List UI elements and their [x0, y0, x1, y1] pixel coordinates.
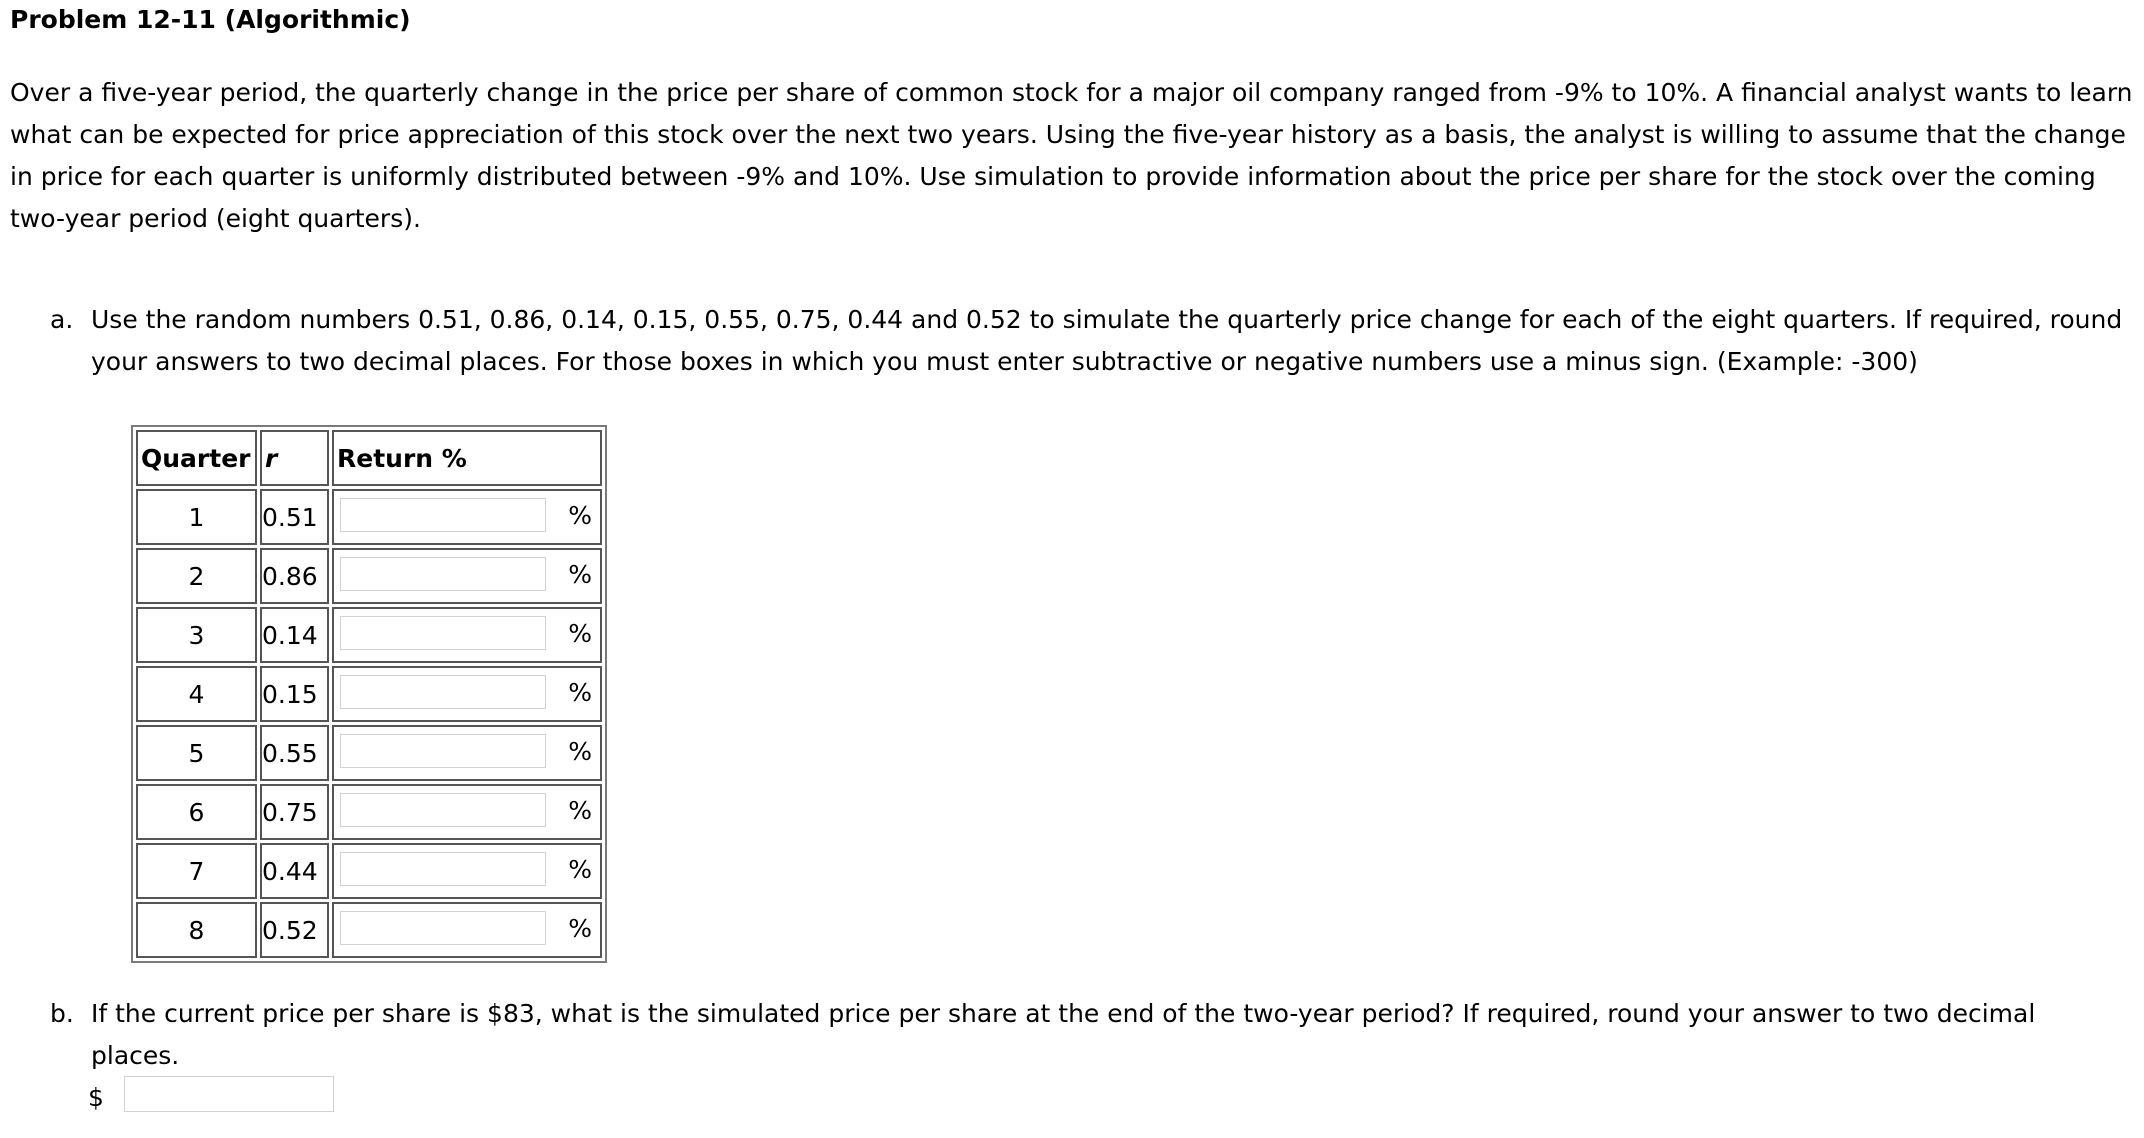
table-row	[136, 843, 602, 899]
quarter-cell: 7	[136, 843, 257, 899]
dollar-sign: $	[88, 1083, 104, 1112]
header-r: r	[260, 430, 329, 486]
return-cell	[332, 843, 602, 899]
return-cell	[332, 902, 602, 958]
random-number-cell: 0.52	[260, 902, 329, 958]
part-a-letter: a.	[50, 305, 74, 334]
problem-intro: Over a five-year period, the quarterly change in the price per share of common stock for a major oil company ranged from -9% to 10%. A financial analyst wants to learn what can be expected for price appreciation of this stock over the next two years. Using the five-year history as a basis, the analyst is willing to assume that the change in price for each quarter is uniformly distributed between -9% and 10%. Use simulation to provide information about the price per share for the stock over the coming two-year period (eight quarters).	[10, 78, 2133, 233]
return-cell	[332, 489, 602, 545]
return-input-q4[interactable]	[340, 675, 546, 709]
random-number-cell: 0.51	[260, 489, 329, 545]
table-row	[136, 607, 602, 663]
percent-unit: %	[568, 560, 592, 589]
table-row	[136, 489, 602, 545]
return-input-q5[interactable]	[340, 734, 546, 768]
random-number-cell: 0.86	[260, 548, 329, 604]
quarter-cell: 4	[136, 666, 257, 722]
return-input-q3[interactable]	[340, 616, 546, 650]
random-number-cell: 0.75	[260, 784, 329, 840]
quarter-cell: 5	[136, 725, 257, 781]
part-b-text: If the current price per share is $83, what is the simulated price per share at the end of the two-year period? If required, round your answer to two decimal places.	[91, 999, 2036, 1070]
problem-title: Problem 12-11 (Algorithmic)	[10, 5, 411, 34]
percent-unit: %	[568, 855, 592, 884]
header-return: Return %	[332, 430, 602, 486]
random-number-cell: 0.15	[260, 666, 329, 722]
quarter-cell: 2	[136, 548, 257, 604]
random-number-cell: 0.14	[260, 607, 329, 663]
part-b-letter: b.	[50, 999, 74, 1028]
return-cell	[332, 607, 602, 663]
percent-unit: %	[568, 796, 592, 825]
part-b	[50, 993, 2130, 1077]
quarter-return-table	[131, 425, 607, 963]
return-input-q8[interactable]	[340, 911, 546, 945]
random-number-cell: 0.44	[260, 843, 329, 899]
part-a	[50, 299, 2130, 383]
table-row	[136, 725, 602, 781]
percent-unit: %	[568, 737, 592, 766]
percent-unit: %	[568, 678, 592, 707]
percent-unit: %	[568, 501, 592, 530]
percent-unit: %	[568, 619, 592, 648]
return-cell	[332, 666, 602, 722]
table-header-row	[136, 430, 602, 486]
return-cell	[332, 548, 602, 604]
table-row	[136, 902, 602, 958]
quarter-cell: 6	[136, 784, 257, 840]
quarter-cell: 1	[136, 489, 257, 545]
return-input-q2[interactable]	[340, 557, 546, 591]
table-row	[136, 784, 602, 840]
return-cell	[332, 725, 602, 781]
return-cell	[332, 784, 602, 840]
random-number-cell: 0.55	[260, 725, 329, 781]
price-per-share-input[interactable]	[124, 1076, 334, 1112]
part-a-text: Use the random numbers 0.51, 0.86, 0.14, 0.15, 0.55, 0.75, 0.44 and 0.52 to simulate the quarterly price change for each of the eight quarters. If required, round your answers to two decimal places. For those boxes in which you must enter subtractive or negative numbers use a minus sign. (Example: -300)	[91, 305, 2123, 376]
quarter-cell: 3	[136, 607, 257, 663]
percent-unit: %	[568, 914, 592, 943]
quarter-cell: 8	[136, 902, 257, 958]
return-input-q1[interactable]	[340, 498, 546, 532]
return-input-q6[interactable]	[340, 793, 546, 827]
table-row	[136, 548, 602, 604]
return-input-q7[interactable]	[340, 852, 546, 886]
header-quarter: Quarter	[136, 430, 257, 486]
table-row	[136, 666, 602, 722]
